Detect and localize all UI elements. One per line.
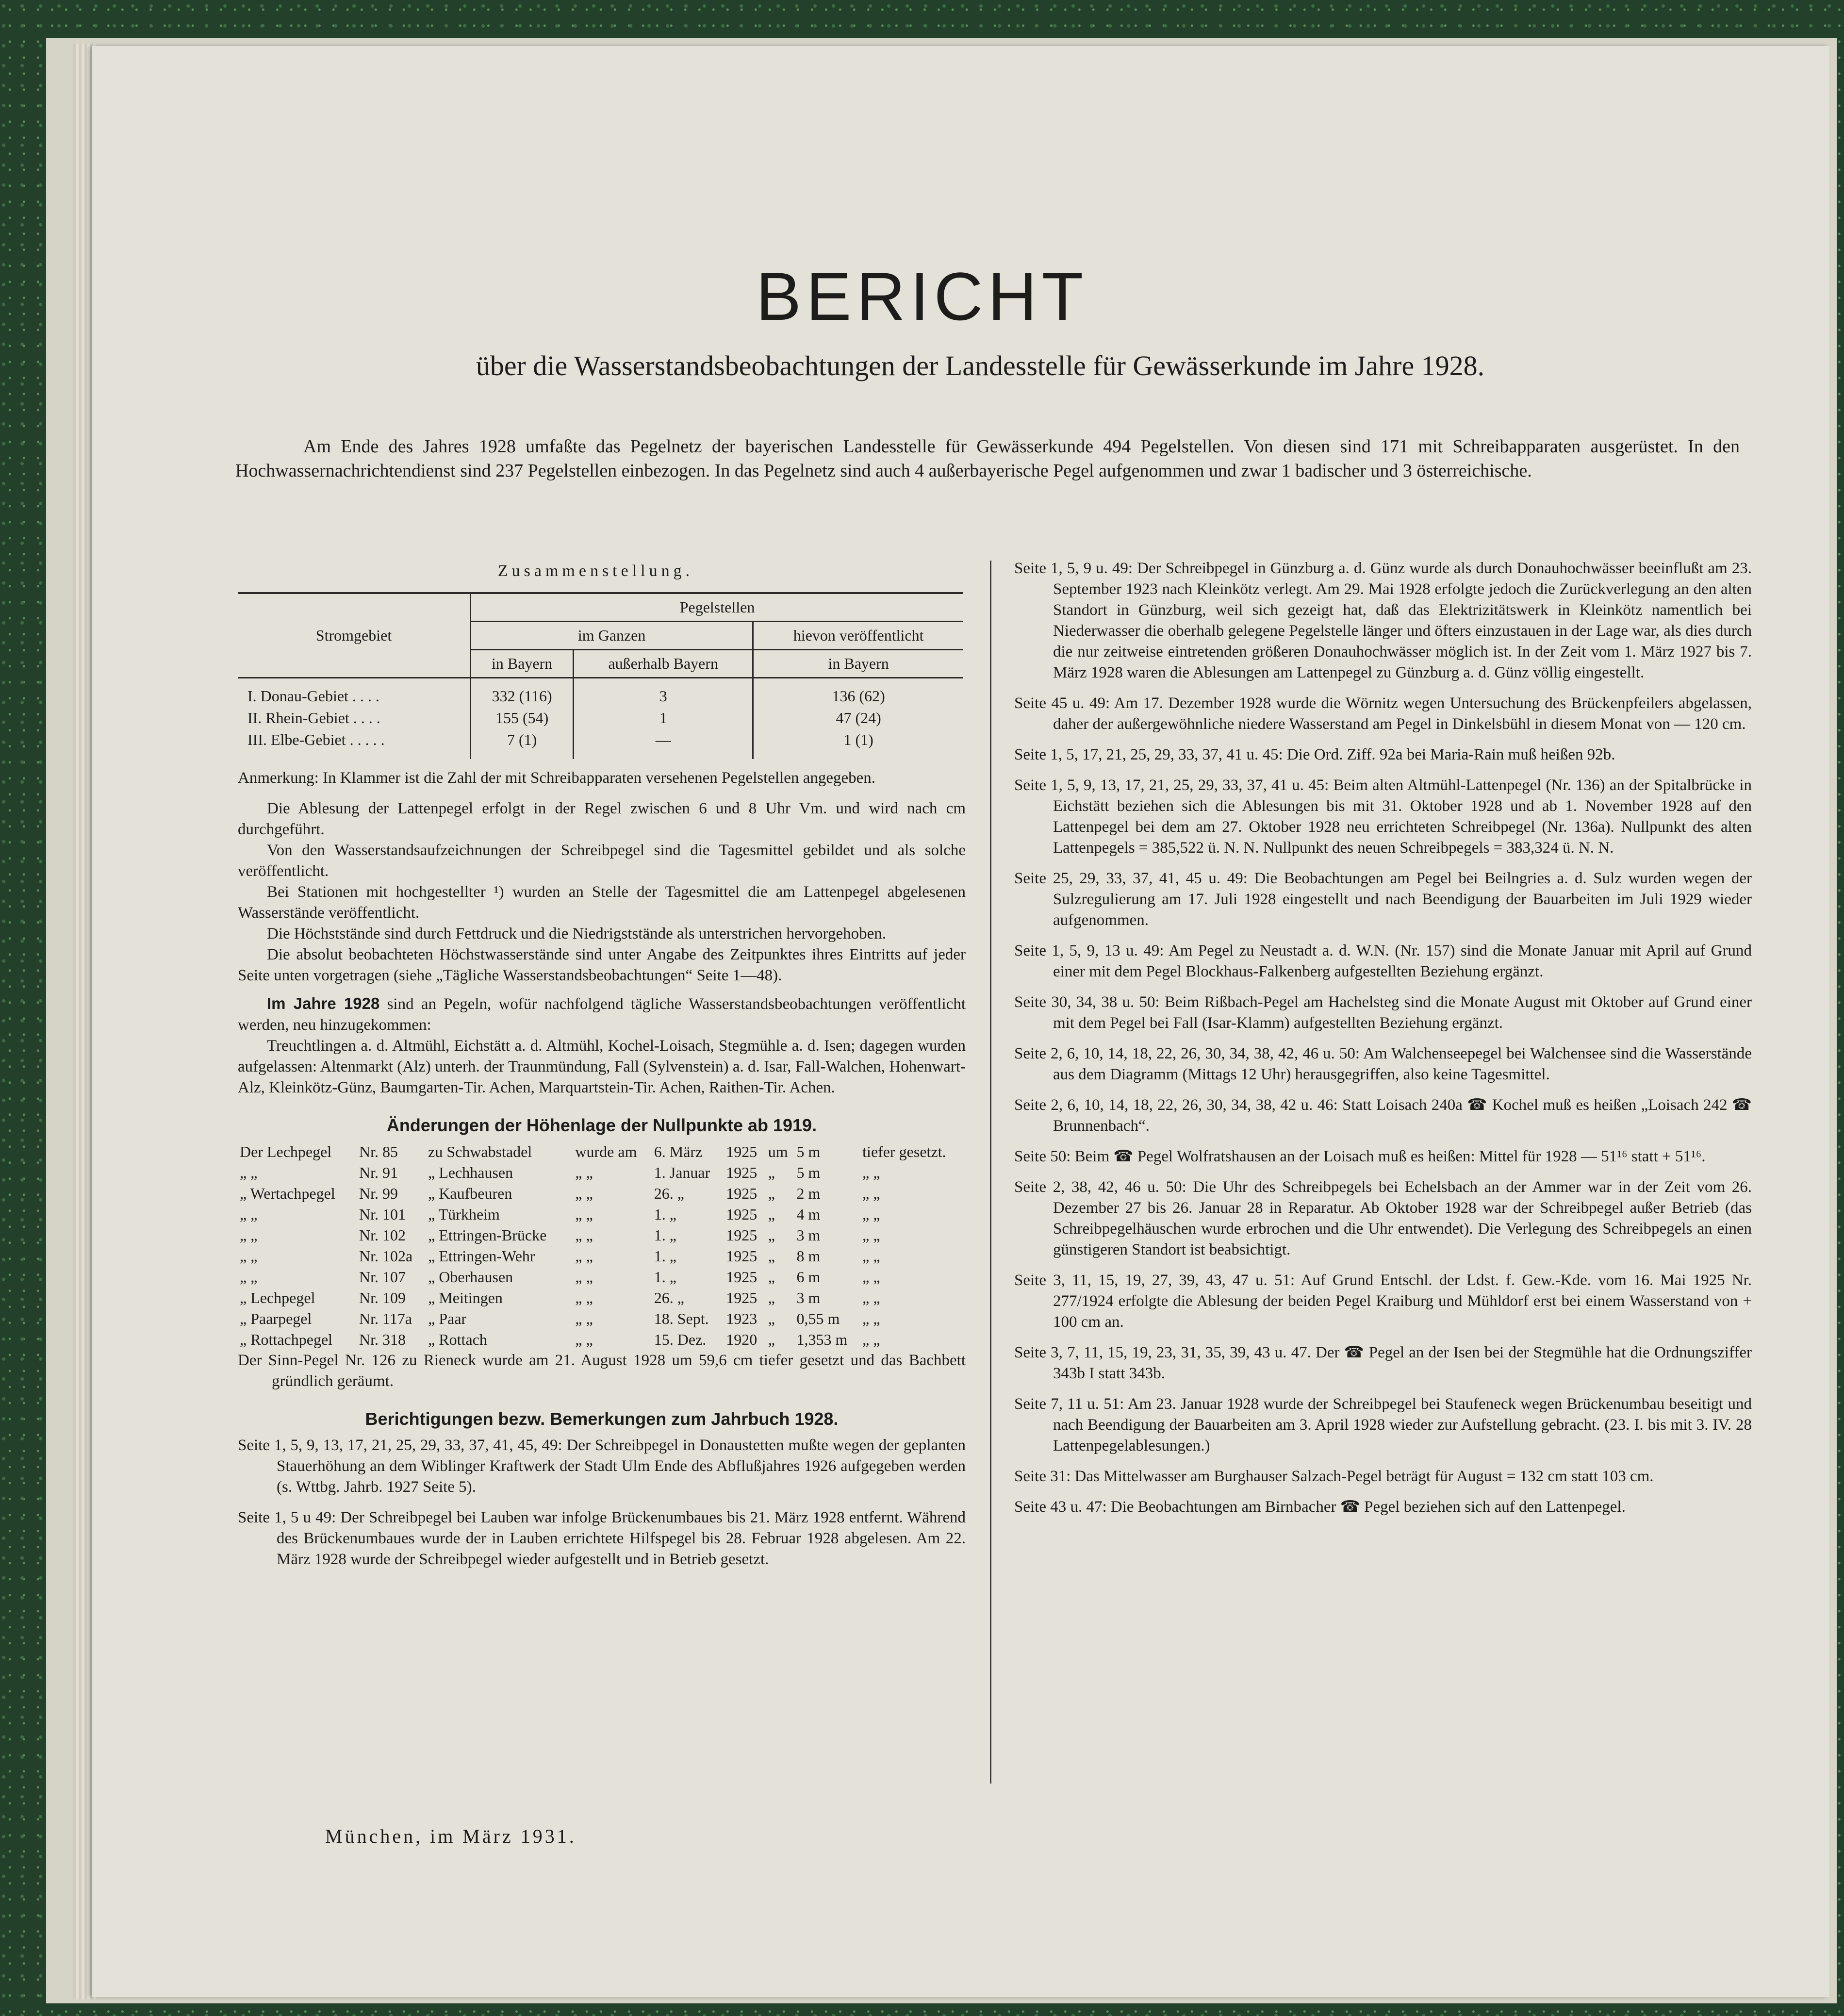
berichtigung-entry: Seite 50: Beim ☎ Pegel Wolfratshausen an der Loisach muß es heißen: Mittel für 1928 — 51¹⁶ statt + 51¹⁶.: [1014, 1148, 1706, 1165]
nullpunkt-cell: „ Meitingen: [428, 1289, 503, 1306]
table-row: [238, 1267, 966, 1288]
nullpunkt-cell: „ „: [862, 1268, 880, 1286]
header-im-ganzen: im Ganzen: [471, 622, 753, 650]
nullpunkt-cell: „ Rottachpegel: [240, 1330, 333, 1348]
nullpunkt-cell: 6 m: [796, 1268, 821, 1286]
nullpunkt-cell: zu Schwabstadel: [428, 1142, 532, 1160]
page-subtitle: über die Wasserstandsbeobachtungen der Landesstelle für Gewässerkunde im Jahre 1928.: [476, 350, 1485, 381]
berichtigung-entry: Seite 3, 7, 11, 15, 19, 23, 31, 35, 39, 43 u. 47. Der ☎ Pegel an der Isen bei der Stegmühle hat die Ordnungsziffer 343b I statt 343b.: [1014, 1344, 1752, 1382]
nullpunkt-cell: „: [768, 1289, 775, 1306]
header-pegelstellen: Pegelstellen: [471, 593, 964, 622]
berichtigung-entry: Seite 7, 11 u. 51: Am 23. Januar 1928 wurde der Schreibpegel bei Staufeneck wegen Brückenumbau beseitigt und nach Beendigung der Bauarbeiten am 3. April 1928 wieder zur Aufstellung gebracht. (23. I. bis mit 3. IV. 28 Lattenpegelablesungen.): [1014, 1395, 1752, 1454]
nullpunkt-cell: „: [768, 1163, 775, 1181]
cell-in-bayern: 155 (54): [471, 707, 574, 729]
nullpunkt-cell: Nr. 102a: [359, 1247, 413, 1265]
nullpunkt-cell: „ „: [240, 1163, 258, 1181]
nullpunkt-cell: Nr. 99: [359, 1184, 398, 1202]
nullpunkt-cell: 5 m: [796, 1142, 821, 1160]
berichtigung-entry: Seite 1, 5, 9, 13, 17, 21, 25, 29, 33, 37, 41, 45, 49: Der Schreibpegel in Donaustetten mußte wegen der geplanten Stauerhöhung an dem Wiblinger Kraftwerk der Stadt Ulm Ende des Abflußjahres 1926 aufgegeben werden (s. Wttbg. Jahrb. 1927 Seite 5).: [238, 1436, 966, 1496]
berichtigung-entry: Seite 2, 38, 42, 46 u. 50: Die Uhr des Schreibpegels bei Echelsbach an der Ammer war in der Zeit vom 26. Dezember 27 bis 26. Januar 28 in Reparatur. Ab Oktober 1928 war der Schreibpegel außer Betrieb (das Schreibpegelhäuschen wurde erbrochen und die Uhr entwendet). Die Verlegung des Schreibpegels an einen günstigeren Standort ist beabsichtigt.: [1014, 1178, 1752, 1258]
berichtigung-entry: Seite 1, 5, 9, 13 u. 49: Am Pegel zu Neustadt a. d. W.N. (Nr. 157) sind die Monate Januar mit April auf Grund einer mit dem Pegel Blockhaus-Falkenberg aufgestellten Beziehung ergänzt.: [1014, 942, 1752, 980]
nullpunkt-cell: „ Oberhausen: [428, 1268, 513, 1286]
nullpunkt-cell: Nr. 107: [359, 1268, 406, 1286]
nullpunkt-cell: „ Türkheim: [428, 1205, 500, 1223]
nullpunkt-cell: 1. „: [654, 1226, 676, 1244]
nullpunkt-cell: 5 m: [796, 1163, 821, 1181]
table-row: [238, 729, 963, 759]
nullpunkt-cell: „: [768, 1184, 775, 1202]
paragraph-tagesmittel: Von den Wasserstandsaufzeichnungen der Schreibpegel sind die Tagesmittel gebildet und als solche veröffentlicht.: [238, 841, 966, 880]
cell-in-bayern: 7 (1): [471, 729, 574, 759]
nullpunkt-cell: 26. „: [654, 1289, 684, 1306]
berichtigung-entry: Seite 25, 29, 33, 37, 41, 45 u. 49: Die Beobachtungen am Pegel bei Beilngries a. d. Sulz wurden wegen der Sulzregulierung am 17. Juli 1928 eingestellt und nach Beendigung der Bauarbeiten im Juli 1929 wieder aufgenommen.: [1014, 870, 1752, 929]
nullpunkt-cell: 18. Sept.: [654, 1309, 709, 1327]
nullpunkt-cell: „ Kaufbeuren: [428, 1184, 512, 1202]
nullpunkt-cell: wurde am: [575, 1142, 637, 1160]
signature-line: München, im März 1931.: [325, 1825, 576, 1847]
nullpunkt-cell: Nr. 117a: [359, 1309, 412, 1327]
berichtigung-entry: Seite 43 u. 47: Die Beobachtungen am Birnbacher ☎ Pegel beziehen sich auf den Lattenpegel.: [1014, 1498, 1626, 1516]
cell-veroeff: 47 (24): [753, 707, 963, 729]
page-title: BERICHT: [756, 258, 1088, 334]
berichtigung-entry: Seite 2, 6, 10, 14, 18, 22, 26, 30, 34, 38, 42, 46 u. 50: Am Walchenseepegel bei Walchensee sind die Wasserstände aus dem Diagramm (Mittags 12 Uhr) herausgegriffen, also keine Tagesmittel.: [1014, 1045, 1752, 1083]
nullpunkt-cell: um: [768, 1142, 788, 1160]
nullpunkt-cell: 26. „: [654, 1184, 684, 1202]
table-row: [238, 1204, 966, 1225]
nullpunkt-cell: „ „: [862, 1309, 880, 1327]
heading-berichtigungen: Berichtigungen bezw. Bemerkungen zum Jahrbuch 1928.: [365, 1408, 839, 1429]
nullpunkt-cell: Nr. 91: [359, 1163, 398, 1181]
nullpunkt-cell: Nr. 102: [359, 1226, 406, 1244]
nullpunkt-cell: „ Wertachpegel: [240, 1184, 335, 1202]
row-label: I. Donau-Gebiet . . . .: [247, 687, 379, 705]
berichtigung-entry: Seite 1, 5 u 49: Der Schreibpegel bei Lauben war infolge Brückenumbaues bis 21. März 1928 entfernt. Während des Brückenumbaues wurde der in Lauben errichtete Hilfspegel bis 28. Februar 1928 abgelesen. Am 22. März 1928 wurde der Schreibpegel wieder aufgestellt und in Betrieb gesetzt.: [238, 1508, 966, 1568]
nullpunkt-cell: „ „: [575, 1247, 593, 1265]
nullpunkt-cell: „ Ettringen-Brücke: [428, 1226, 547, 1244]
paragraph-neu-text: sind an Pegeln, wofür nachfolgend tägliche Wasserstandsbeobachtungen veröffentlicht werden, neu hinzugekommen:: [238, 995, 966, 1034]
nullpunkt-cell: 0,55 m: [796, 1309, 840, 1327]
nullpunkt-cell: 15. Dez.: [654, 1330, 707, 1348]
paragraph-hoechststaende: Die Höchststände sind durch Fettdruck und die Niedrigststände als unterstrichen hervorgehoben.: [267, 925, 886, 942]
berichtigung-entry: Seite 31: Das Mittelwasser am Burghauser Salzach-Pegel beträgt für August = 132 cm statt 103 cm.: [1014, 1468, 1654, 1485]
header-stromgebiet: Stromgebiet: [238, 593, 471, 678]
nullpunkt-table: [238, 1141, 966, 1350]
nullpunkt-cell: „ „: [240, 1247, 258, 1265]
nullpunkt-cell: Nr. 85: [359, 1142, 398, 1160]
right-column: [1014, 558, 1752, 1527]
cell-ausserhalb: 1: [574, 707, 753, 729]
nullpunkt-cell: Der Lechpegel: [240, 1142, 332, 1160]
nullpunkt-cell: „ „: [862, 1330, 880, 1348]
nullpunkt-cell: „ „: [862, 1226, 880, 1244]
nullpunkt-cell: „ „: [575, 1330, 593, 1348]
cell-veroeff: 1 (1): [753, 729, 963, 759]
table-row: [238, 707, 963, 729]
nullpunkt-cell: 2 m: [796, 1184, 821, 1202]
berichtigung-entry: Seite 2, 6, 10, 14, 18, 22, 26, 30, 34, 38, 42 u. 46: Statt Loisach 240a ☎ Kochel muß es heißen „Loisach 242 ☎ Brunnenbach“.: [1014, 1096, 1752, 1135]
nullpunkt-cell: „ „: [575, 1205, 593, 1223]
header-ausserhalb: außerhalb Bayern: [574, 650, 753, 678]
nullpunkt-cell: „ „: [240, 1226, 258, 1244]
nullpunkt-cell: „ Paar: [428, 1309, 467, 1327]
nullpunkt-cell: „: [768, 1309, 775, 1327]
nullpunkt-cell: 1. „: [654, 1247, 676, 1265]
nullpunkt-cell: „: [768, 1268, 775, 1286]
nullpunkt-cell: „ „: [575, 1268, 593, 1286]
left-column: [238, 561, 966, 1580]
table-row: [238, 678, 963, 707]
nullpunkt-cell: 1,353 m: [796, 1330, 848, 1348]
table-row: [238, 1246, 966, 1267]
nullpunkt-cell: 3 m: [796, 1226, 821, 1244]
nullpunkt-cell: 1923: [726, 1309, 757, 1327]
table-row: [238, 1225, 966, 1246]
table-row: [238, 1162, 966, 1183]
nullpunkt-cell: 1925: [726, 1226, 757, 1244]
nullpunkt-cell: 1925: [726, 1289, 757, 1306]
intro-paragraph: Am Ende des Jahres 1928 umfaßte das Pegelnetz der bayerischen Landesstelle für Gewässerkunde 494 Pegelstellen. Von diesen sind 171 mit Schreibapparaten ausgerüstet. In den Hochwassernachrichtendienst sind 237 Pegelstellen einbezogen. In das Pegelnetz sind auch 4 außerbayerische Pegel aufgenommen und zwar 1 badischer und 3 österreichische.: [235, 436, 1740, 481]
nullpunkt-cell: Nr. 101: [359, 1205, 406, 1223]
nullpunkt-cell: 6. März: [654, 1142, 703, 1160]
nullpunkt-cell: „: [768, 1247, 775, 1265]
nullpunkt-cell: 1920: [726, 1330, 757, 1348]
cell-veroeff: 136 (62): [753, 678, 963, 707]
row-label: III. Elbe-Gebiet . . . . .: [247, 730, 385, 748]
header-in-bayern-veroeff: in Bayern: [753, 650, 963, 678]
year-highlight: Im Jahre 1928: [267, 994, 380, 1012]
nullpunkt-cell: „ „: [862, 1184, 880, 1202]
nullpunkt-cell: „ „: [575, 1226, 593, 1244]
nullpunkt-cell: „ „: [862, 1205, 880, 1223]
nullpunkt-cell: 1. Januar: [654, 1163, 710, 1181]
summary-table: [238, 592, 963, 759]
table-row: [238, 1183, 966, 1204]
nullpunkt-cell: 1. „: [654, 1205, 676, 1223]
cell-in-bayern: 332 (116): [471, 678, 574, 707]
nullpunkt-cell: Nr. 109: [359, 1289, 406, 1306]
nullpunkt-cell: „: [768, 1205, 775, 1223]
cell-ausserhalb: 3: [574, 678, 753, 707]
nullpunkt-cell: 1. „: [654, 1268, 676, 1286]
cell-ausserhalb: —: [574, 729, 753, 759]
nullpunkt-cell: 1925: [726, 1142, 757, 1160]
row-label: II. Rhein-Gebiet . . . .: [247, 709, 380, 727]
nullpunkt-cell: „ „: [575, 1309, 593, 1327]
berichtigung-entry: Seite 3, 11, 15, 19, 27, 39, 43, 47 u. 51: Auf Grund Entschl. der Ldst. f. Gew.-Kde. vom 16. Mai 1925 Nr. 277/1924 erfolgte die Ablesung der beiden Pegel Kraiburg und Mühldorf erst bei einem Wasserstand von + 100 cm an.: [1014, 1272, 1752, 1331]
paragraph-hoechstwasser: Die absolut beobachteten Höchstwasserstände sind unter Angabe des Zeitpunktes ihres Eintritts auf jeder Seite unten vorgetragen (siehe „Tägliche Wasserstandsbeobachtungen“ Seite 1—48).: [238, 945, 966, 984]
berichtigung-entry: Seite 1, 5, 9 u. 49: Der Schreibpegel in Günzburg a. d. Günz wurde als durch Donauhochwässer beeinflußt am 23. September 1923 nach Kleinkötz verlegt. Am 29. Mai 1928 erfolgte jedoch die Zurückverlegung an den alten Standort in Günzburg, weil sich gezeigt hat, daß das Elektrizitätswerk in Kleinkötz namentlich bei Niederwasser die oberhalb gelegene Pegelstelle länger und öfters einzustauen in der Lage war, als dies durch die nur zeitweise eintretenden größeren Donauhochwässer möglich ist. In der Zeit vom 1. März 1927 bis 7. März 1928 waren die Ablesungen am Lattenpegel zu Günzburg a. d. Günz völlig eingestellt.: [1014, 560, 1752, 681]
berichtigung-entry: Seite 1, 5, 17, 21, 25, 29, 33, 37, 41 u. 45: Die Ord. Ziff. 92a bei Maria-Rain muß heißen 92b.: [1014, 746, 1615, 763]
table-row: [238, 1329, 966, 1350]
table-row: [238, 1288, 966, 1308]
berichtigung-entry: Seite 1, 5, 9, 13, 17, 21, 25, 29, 33, 37, 41 u. 45: Beim alten Altmühl-Lattenpegel (Nr. 136) an der Spitalbrücke in Eichstätt beziehen sich die Ablesungen bis mit 31. Oktober 1928 und ab 1. November 1928 auf den Lattenpegel bei dem am 27. Oktober 1928 neu errichteten Schreibpegel (Nr. 136a). Nullpunkt des alten Lattenpegels = 385,522 ü. N. N. Nullpunkt des neuen Schreibpegels = 383,324 ü. N. N.: [1014, 777, 1752, 857]
nullpunkt-cell: 3 m: [796, 1289, 821, 1306]
berichtigung-entry: Seite 30, 34, 38 u. 50: Beim Rißbach-Pegel am Hachelsteg sind die Monate August mit Oktober auf Grund einer mit dem Pegel bei Fall (Isar-Klamm) aufgestellten Beziehung ergänzt.: [1014, 993, 1752, 1032]
nullpunkt-cell: Nr. 318: [359, 1330, 406, 1348]
nullpunkt-cell: „: [768, 1330, 775, 1348]
paragraph-ablesung: Die Ablesung der Lattenpegel erfolgt in der Regel zwischen 6 und 8 Uhr Vm. und wird nach cm durchgeführt.: [238, 799, 966, 838]
nullpunkt-cell: 1925: [726, 1268, 757, 1286]
nullpunkt-cell: „ „: [862, 1247, 880, 1265]
nullpunkt-cell: „ „: [240, 1205, 258, 1223]
header-in-bayern: in Bayern: [471, 650, 574, 678]
berichtigung-entry: Seite 45 u. 49: Am 17. Dezember 1928 wurde die Wörnitz wegen Untersuchung des Brückenpfeilers abgelassen, daher der außergewöhnliche niedere Wasserstand am Pegel in Dinkelsbühl in diesem Monat von — 120 cm.: [1014, 694, 1752, 733]
paragraph-neu: [238, 993, 966, 1036]
nullpunkt-cell: 1925: [726, 1184, 757, 1202]
nullpunkt-cell: 8 m: [796, 1247, 821, 1265]
nullpunkt-cell: „ „: [240, 1268, 258, 1286]
table-row: [238, 1308, 966, 1329]
nullpunkt-cell: „ „: [862, 1163, 880, 1181]
column-divider: [990, 561, 991, 1784]
nullpunkt-cell: „ Lechhausen: [428, 1163, 513, 1181]
paragraph-hochgestellt: Bei Stationen mit hochgestellter ¹) wurden an Stelle der Tagesmittel die am Lattenpegel abgelesenen Wasserstände veröffentlicht.: [238, 883, 966, 922]
anmerkung: Anmerkung: In Klammer ist die Zahl der mit Schreibapparaten versehenen Pegelstellen angegeben.: [238, 769, 876, 787]
nullpunkt-cell: 1925: [726, 1205, 757, 1223]
nullpunkt-cell: „ Paarpegel: [240, 1309, 312, 1327]
nullpunkt-cell: „ „: [575, 1289, 593, 1306]
nullpunkt-cell: „ „: [575, 1184, 593, 1202]
table-row: [238, 1141, 966, 1162]
heading-aenderungen: Änderungen der Höhenlage der Nullpunkte ab 1919.: [386, 1115, 817, 1135]
paragraph-pegel-liste: Treuchtlingen a. d. Altmühl, Eichstätt a. d. Altmühl, Kochel-Loisach, Stegmühle a. d. Isen; dagegen wurden aufgelassen: Altenmarkt (Alz) unterh. der Traunmündung, Fall (Sylvenstein) a. d. Isar, Fall-Walchen, Hohenwart-Alz, Kleinkötz-Günz, Baumgarten-Tir. Achen, Marquartstein-Tir. Achen, Raithen-Tir. Achen.: [238, 1037, 966, 1096]
nullpunkt-cell: „ „: [862, 1289, 880, 1306]
nullpunkt-cell: „ Lechpegel: [240, 1289, 315, 1306]
nullpunkt-cell: 1925: [726, 1247, 757, 1265]
nullpunkt-cell: „ Ettringen-Wehr: [428, 1247, 535, 1265]
header-hievon: hievon veröffentlicht: [753, 622, 963, 650]
summary-title: Zusammenstellung.: [497, 562, 694, 580]
nullpunkt-cell: 4 m: [796, 1205, 821, 1223]
nullpunkt-cell: „ Rottach: [428, 1330, 487, 1348]
nullpunkt-cell: „: [768, 1226, 775, 1244]
nullpunkt-cell: 1925: [726, 1163, 757, 1181]
nullpunkt-cell: „ „: [575, 1163, 593, 1181]
nullpunkt-cell: tiefer gesetzt.: [862, 1142, 946, 1160]
paragraph-sinn-pegel: Der Sinn-Pegel Nr. 126 zu Rieneck wurde am 21. August 1928 um 59,6 cm tiefer gesetzt und das Bachbett gründlich geräumt.: [238, 1351, 966, 1390]
